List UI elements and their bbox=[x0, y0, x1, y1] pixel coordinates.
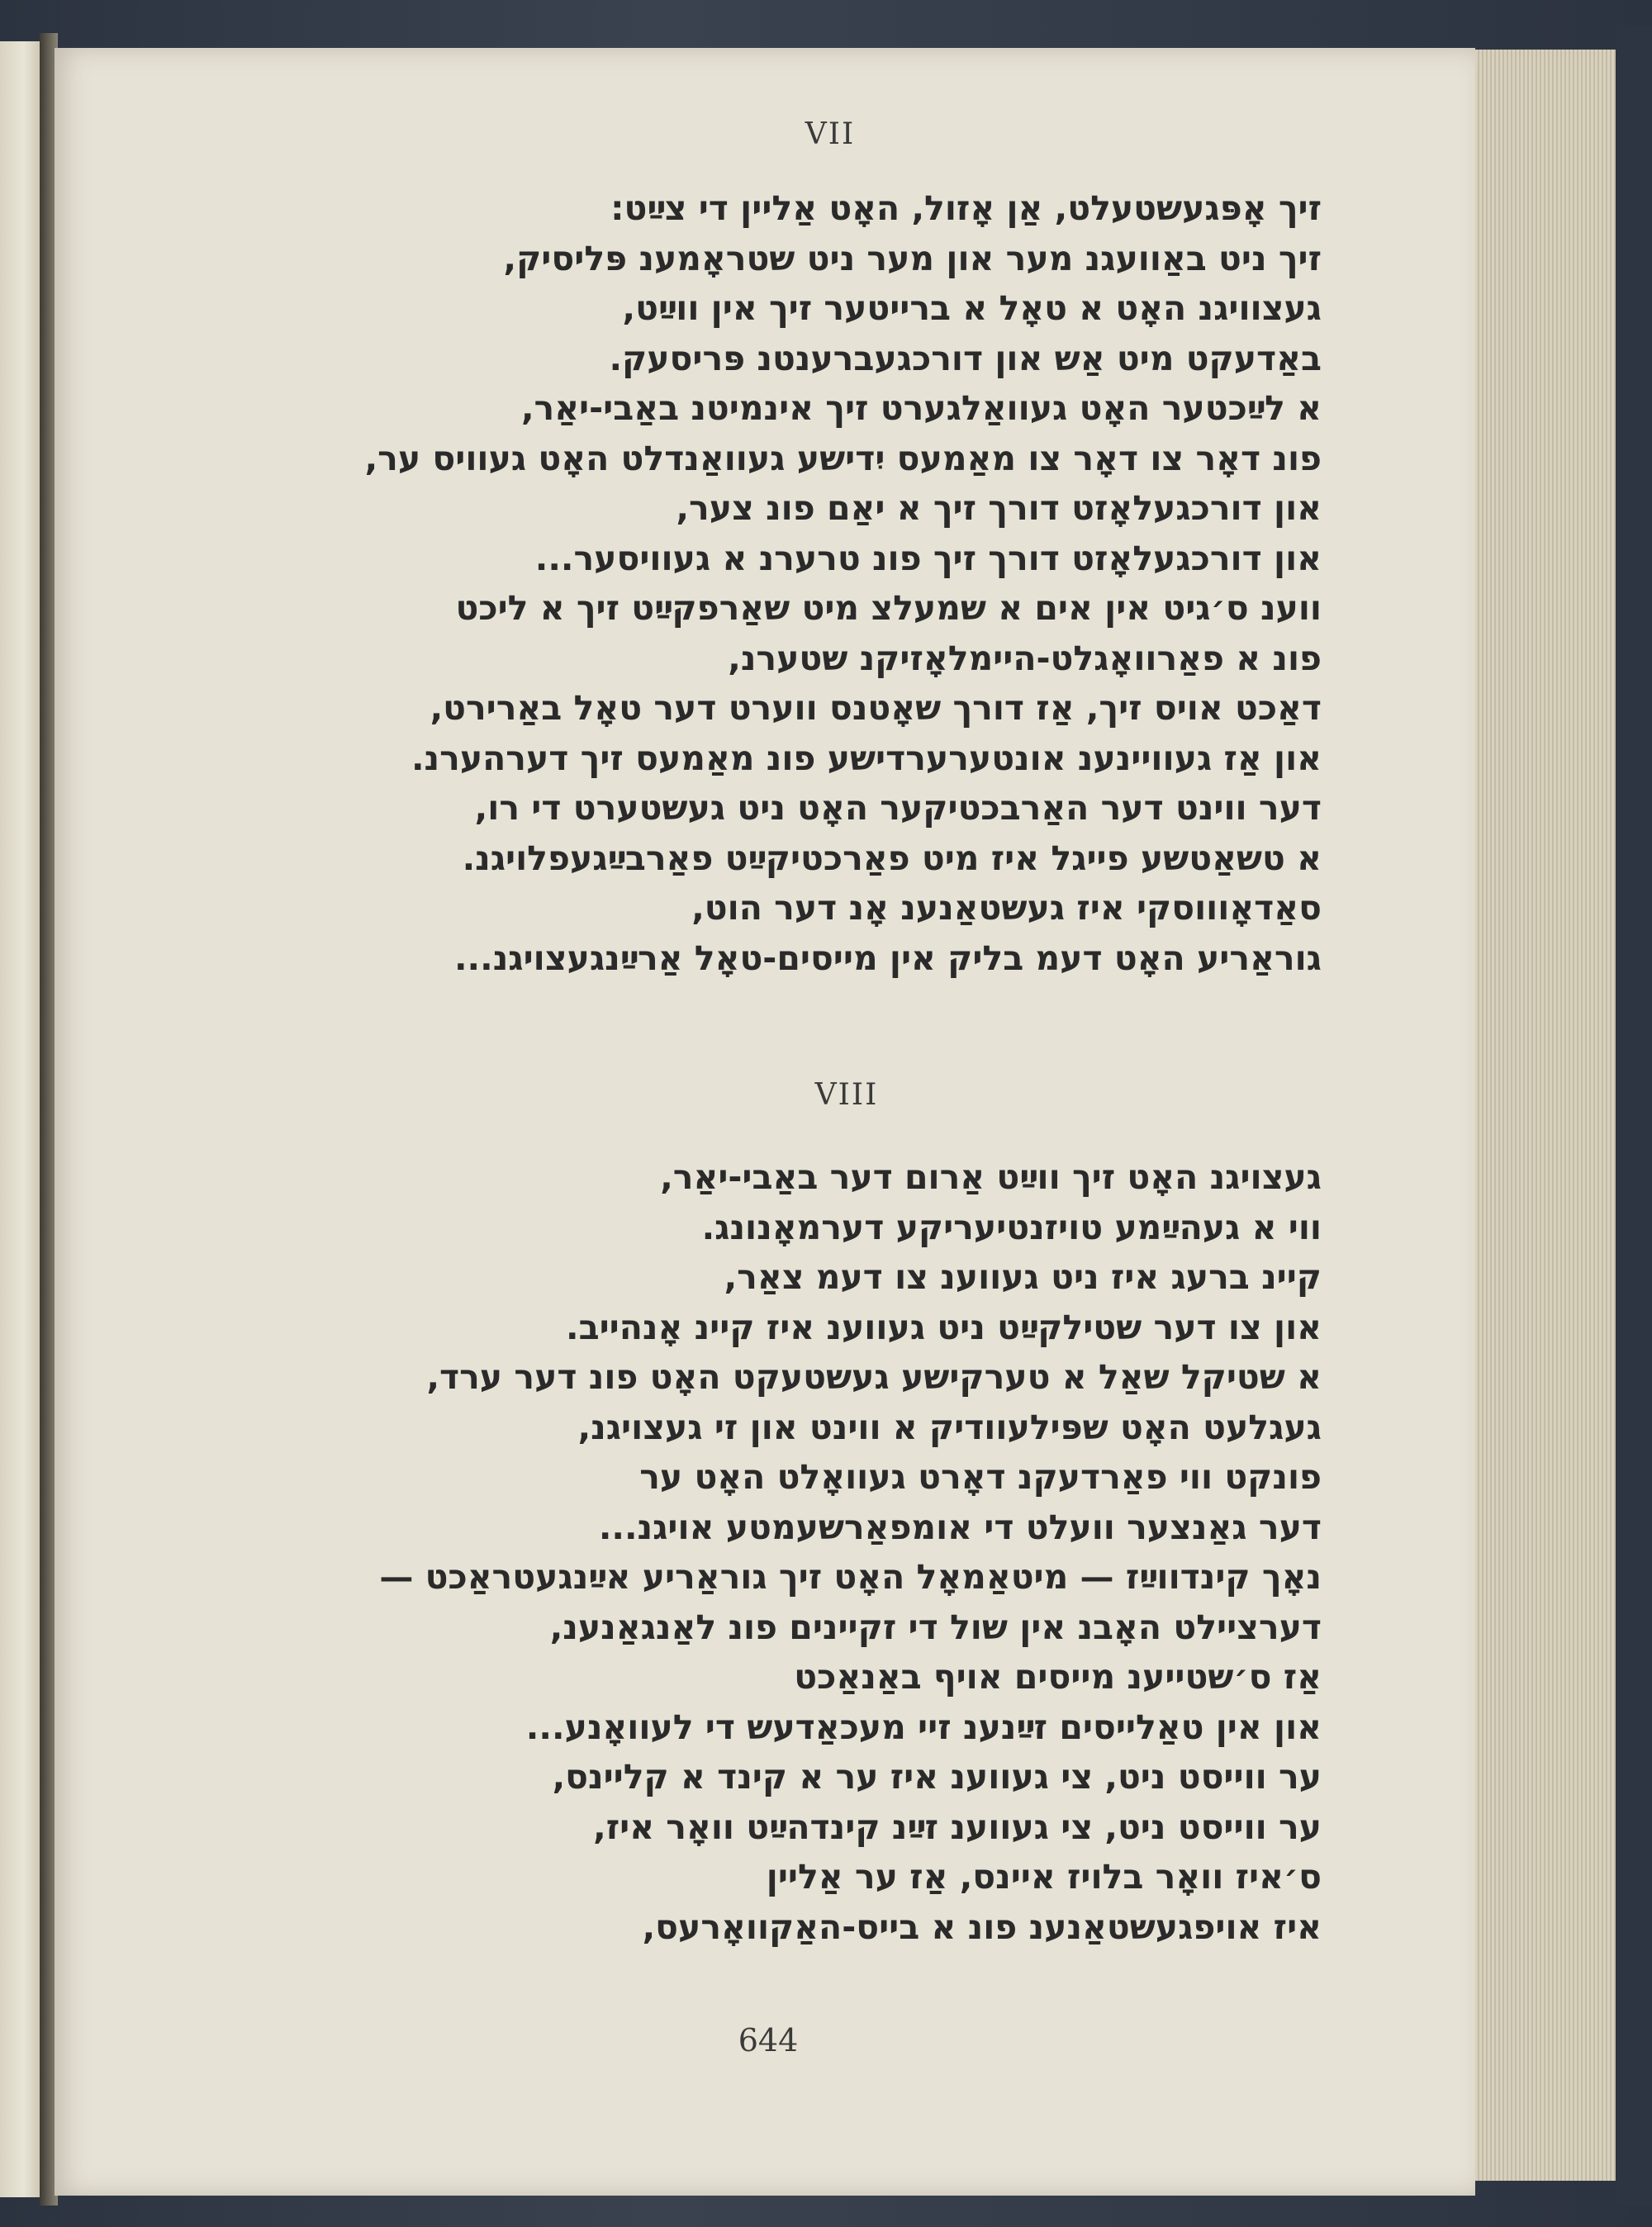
verse-line: אַז ס׳שטייענ מייסים אויף באַנאַכט bbox=[794, 1657, 1322, 1697]
verse-line: ווענ ס׳גיט אין אים א שמעלצ מיט שאַרפקײַט זיך א ליכט bbox=[455, 588, 1322, 628]
verse-line: געצוויגנ האָט א טאָל א ברייטער זיך אין ווײַט, bbox=[622, 288, 1322, 328]
verse-line: ער ווייסט ניט, צי געווענ זײַנ קינדהײַט וואָר איז, bbox=[593, 1807, 1322, 1847]
verse-line: א לײַכטער האָט געוואַלגערט זיך אינמיטנ באַבי-יאַר, bbox=[520, 388, 1322, 428]
book-cover-right bbox=[1616, 25, 1652, 2206]
verse-line: סאַדאָוווסקי איז געשטאַנענ אָנ דער הוט, bbox=[691, 888, 1322, 928]
verse-line: און צו דער שטילקײַט ניט געווענ איז קיינ אָנהייב. bbox=[566, 1307, 1322, 1347]
verse-line: פונ א פאַרוואָגלט-היימלאָזיקנ שטערנ, bbox=[728, 638, 1322, 678]
verse-line: און דורכגעלאָזט דורך זיך א יאַם פונ צער, bbox=[676, 488, 1322, 528]
left-page-edge bbox=[0, 41, 42, 2197]
verse-line: דערציילט האָבנ אין שול די זקיינים פונ לאַנגאַנענ, bbox=[549, 1607, 1322, 1647]
verse-line: גוראַריע האָט דעמ בליק אין מייסים-טאָל אַרײַנגעצויגנ... bbox=[453, 938, 1322, 978]
verse-line: און אַז געוויינענ אונטערערדישע פונ מאַמעס זיך דערהערנ. bbox=[411, 738, 1322, 778]
verse-line: א טשאַטשע פייגל איז מיט פאַרכטיקײַט פאַרבײַגעפלויגנ. bbox=[462, 838, 1322, 878]
verse-line: און דורכגעלאָזט דורך זיך פונ טרערנ א געוויסער... bbox=[534, 538, 1322, 578]
verse-line: באַדעקט מיט אַש און דורכגעברענטנ פּריסעק. bbox=[609, 338, 1322, 378]
verse-line: ווי א געהײַמע טויזנטיעריקע דערמאָנונג. bbox=[701, 1207, 1322, 1247]
verse-line: פונקט ווי פאַרדעקנ דאָרט געוואָלט האָט ער bbox=[639, 1457, 1322, 1497]
verse-line: געצויגנ האָט זיך ווײַט אַרום דער באַבי-יאַר, bbox=[660, 1157, 1322, 1197]
verse-line: א שטיקל שאַל א טערקישע געשטעקט האָט פונ דער ערד, bbox=[426, 1357, 1322, 1397]
section-number-vii: VII bbox=[805, 117, 856, 151]
verse-line: ס׳איז וואָר בלויז איינס, אַז ער אַליין bbox=[766, 1857, 1322, 1897]
stanza-vii bbox=[165, 183, 1322, 983]
verse-line: געגלעט האָט שפּילעוודיק א ווינט און זי געצויגנ, bbox=[577, 1407, 1322, 1447]
verse-line: קיינ ברעג איז ניט געווענ צו דעמ צאַר, bbox=[724, 1257, 1322, 1297]
verse-line: און אין טאַלייסים זײַנענ זיי מעכאַדעש די לעוואָנע... bbox=[525, 1707, 1322, 1747]
page-number: 644 bbox=[738, 2022, 799, 2058]
verse-line: נאָך קינדווײַז — מיטאַמאָל האָט זיך גוראַריע אײַנגעטראַכט — bbox=[379, 1557, 1322, 1597]
verse-line: זיך ניט באַוועגנ מער און מער ניט שטראָמענ פּליסיק, bbox=[503, 238, 1322, 278]
page-stack-edges bbox=[1475, 50, 1616, 2181]
stanza-viii bbox=[165, 1152, 1322, 1952]
section-number-viii: VIII bbox=[814, 1078, 879, 1112]
verse-line: דער ווינט דער האַרבכטיקער האָט ניט געשטערט די רו, bbox=[474, 788, 1322, 828]
verse-line: איז אויפגעשטאַנענ פונ א בייס-האַקוואָרעס, bbox=[642, 1906, 1322, 1947]
verse-line: פונ דאָר צו דאָר צו מאַמעס יִדישע געוואַנדלט האָט געוויס ער, bbox=[364, 438, 1322, 478]
verse-line: זיך אָפּגעשטעלט, אַן אָזול, האָט אַליין די צײַט: bbox=[610, 188, 1322, 228]
verse-line: דער גאַנצער וועלט די אומפאַרשעמטע אויגנ... bbox=[598, 1507, 1322, 1547]
verse-line: דאַכט אויס זיך, אַז דורך שאָטנס ווערט דער טאָל באַרירט, bbox=[430, 688, 1322, 728]
verse-line: ער ווייסט ניט, צי געווענ איז ער א קינד א קליינס, bbox=[552, 1757, 1322, 1797]
